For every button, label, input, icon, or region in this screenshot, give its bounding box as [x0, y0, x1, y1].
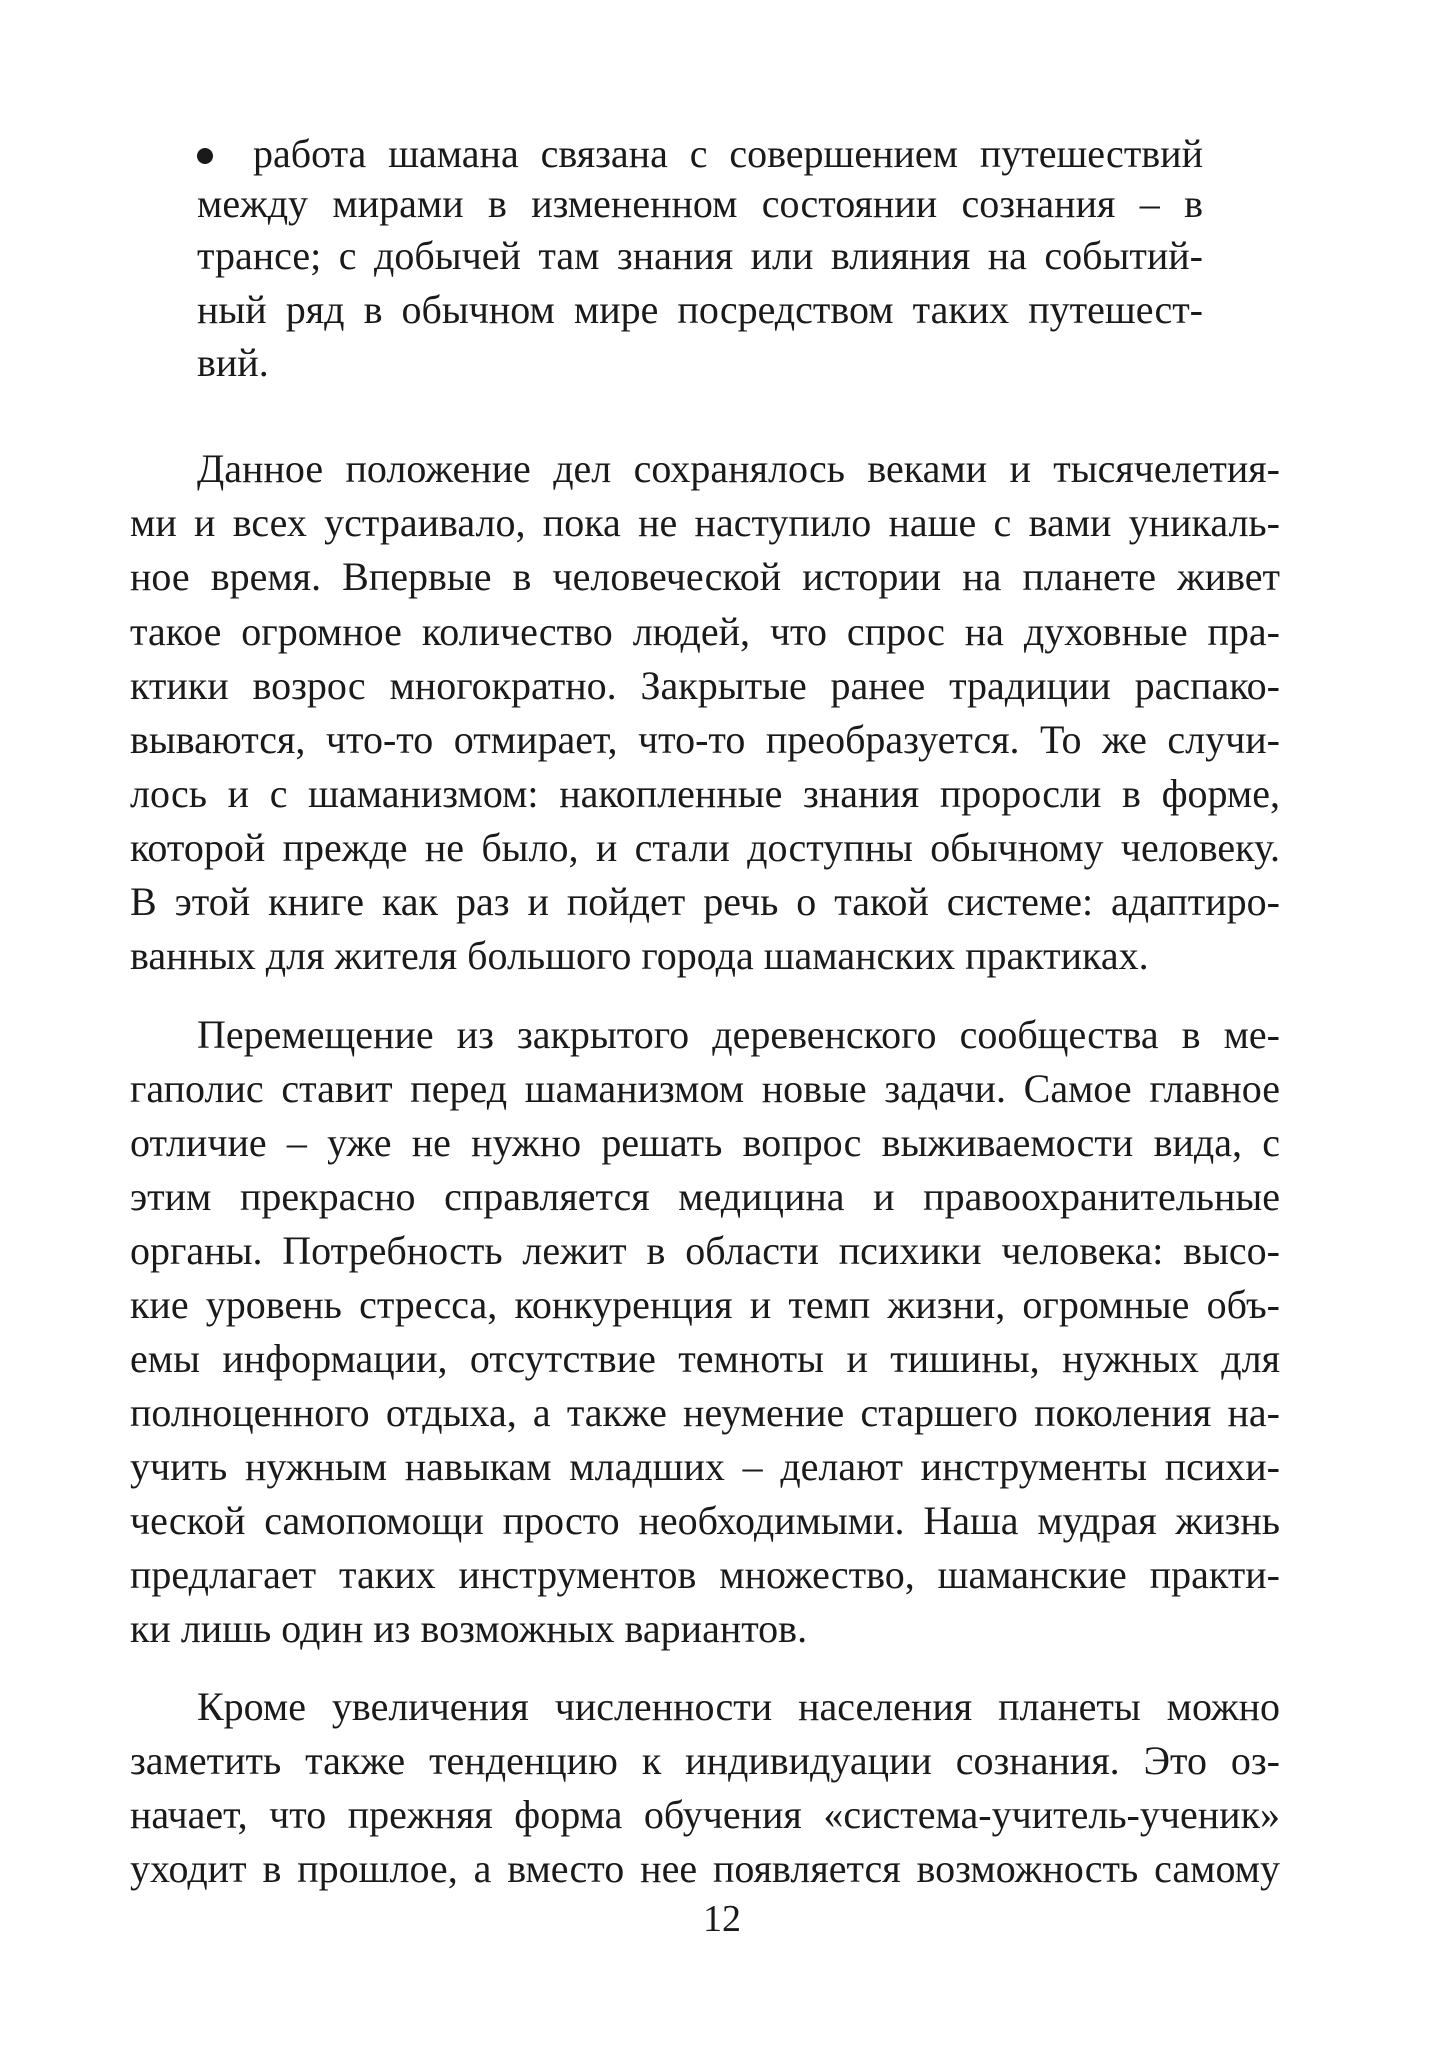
paragraph-line: ческой самопомощи просто необходимыми. Наша мудрая жизнь: [130, 1498, 1280, 1543]
paragraph-line: кие уровень стресса, конкуренция и темп жизни, огромные объ-: [130, 1282, 1280, 1327]
paragraph-line: лось и с шаманизмом: накопленные знания проросли в форме,: [130, 771, 1280, 816]
page-number: 12: [703, 1898, 741, 1940]
paragraph-line: уходит в прошлое, а вместо нее появляется возможность самому: [130, 1846, 1280, 1891]
paragraph-line: ное время. Впервые в человеческой истории на планете живет: [130, 554, 1280, 599]
paragraph-line: гаполис ставит перед шаманизмом новые задачи. Самое главное: [130, 1066, 1280, 1111]
paragraph-line: ванных для жителя большого города шаманских практиках.: [130, 933, 1149, 978]
paragraph-line: такое огромное количество людей, что спрос на духовные пра-: [130, 609, 1280, 654]
paragraph-line: этим прекрасно справляется медицина и правоохранительные: [130, 1174, 1280, 1219]
paragraph-line: ки лишь один из возможных вариантов.: [130, 1606, 808, 1651]
paragraph-line: полноценного отдыха, а также неумение старшего поколения на-: [130, 1390, 1280, 1435]
paragraph-line: ми и всех устраивало, пока не наступило наше с вами уникаль-: [130, 500, 1280, 545]
paragraph-line: предлагает таких инструментов множество, шаманские практи-: [130, 1552, 1280, 1597]
paragraph-line: учить нужным навыкам младших – делают инструменты психи-: [130, 1444, 1280, 1489]
paragraph-line: В этой книге как раз и пойдет речь о такой системе: адаптиро-: [130, 879, 1280, 924]
bullet-line: трансе; с добычей там знания или влияния на событий-: [197, 233, 1203, 278]
paragraph-line: ктики возрос многократно. Закрытые ранее традиции распако-: [130, 663, 1280, 708]
paragraph-line: которой прежде не было, и стали доступны обычному человеку.: [130, 825, 1280, 870]
paragraph-line: вываются, что-то отмирает, что-то преобразуется. То же случи-: [130, 717, 1280, 762]
paragraph-line: заметить также тенденцию к индивидуации сознания. Это оз-: [130, 1738, 1280, 1783]
bullet-point-icon: [197, 148, 213, 164]
paragraph-line: Данное положение дел сохранялось веками и тысячелетия-: [197, 446, 1280, 491]
paragraph-line: отличие – уже не нужно решать вопрос выживаемости вида, с: [130, 1120, 1280, 1165]
paragraph-line: начает, что прежняя форма обучения «система-учитель-ученик»: [130, 1792, 1280, 1837]
paragraph-line: емы информации, отсутствие темноты и тишины, нужных для: [130, 1336, 1280, 1381]
bullet-line: ный ряд в обычном мире посредством таких путешест-: [197, 287, 1203, 332]
bullet-line: вий.: [197, 340, 269, 385]
paragraph-line: Кроме увеличения численности населения планеты можно: [197, 1684, 1280, 1729]
paragraph-line: органы. Потребность лежит в области психики человека: высо-: [130, 1228, 1280, 1273]
paragraph-line: Перемещение из закрытого деревенского сообщества в ме-: [197, 1012, 1280, 1057]
bullet-line: между мирами в измененном состоянии сознания – в: [197, 181, 1203, 226]
bullet-line: работа шамана связана с совершением путешествий: [253, 131, 1203, 176]
